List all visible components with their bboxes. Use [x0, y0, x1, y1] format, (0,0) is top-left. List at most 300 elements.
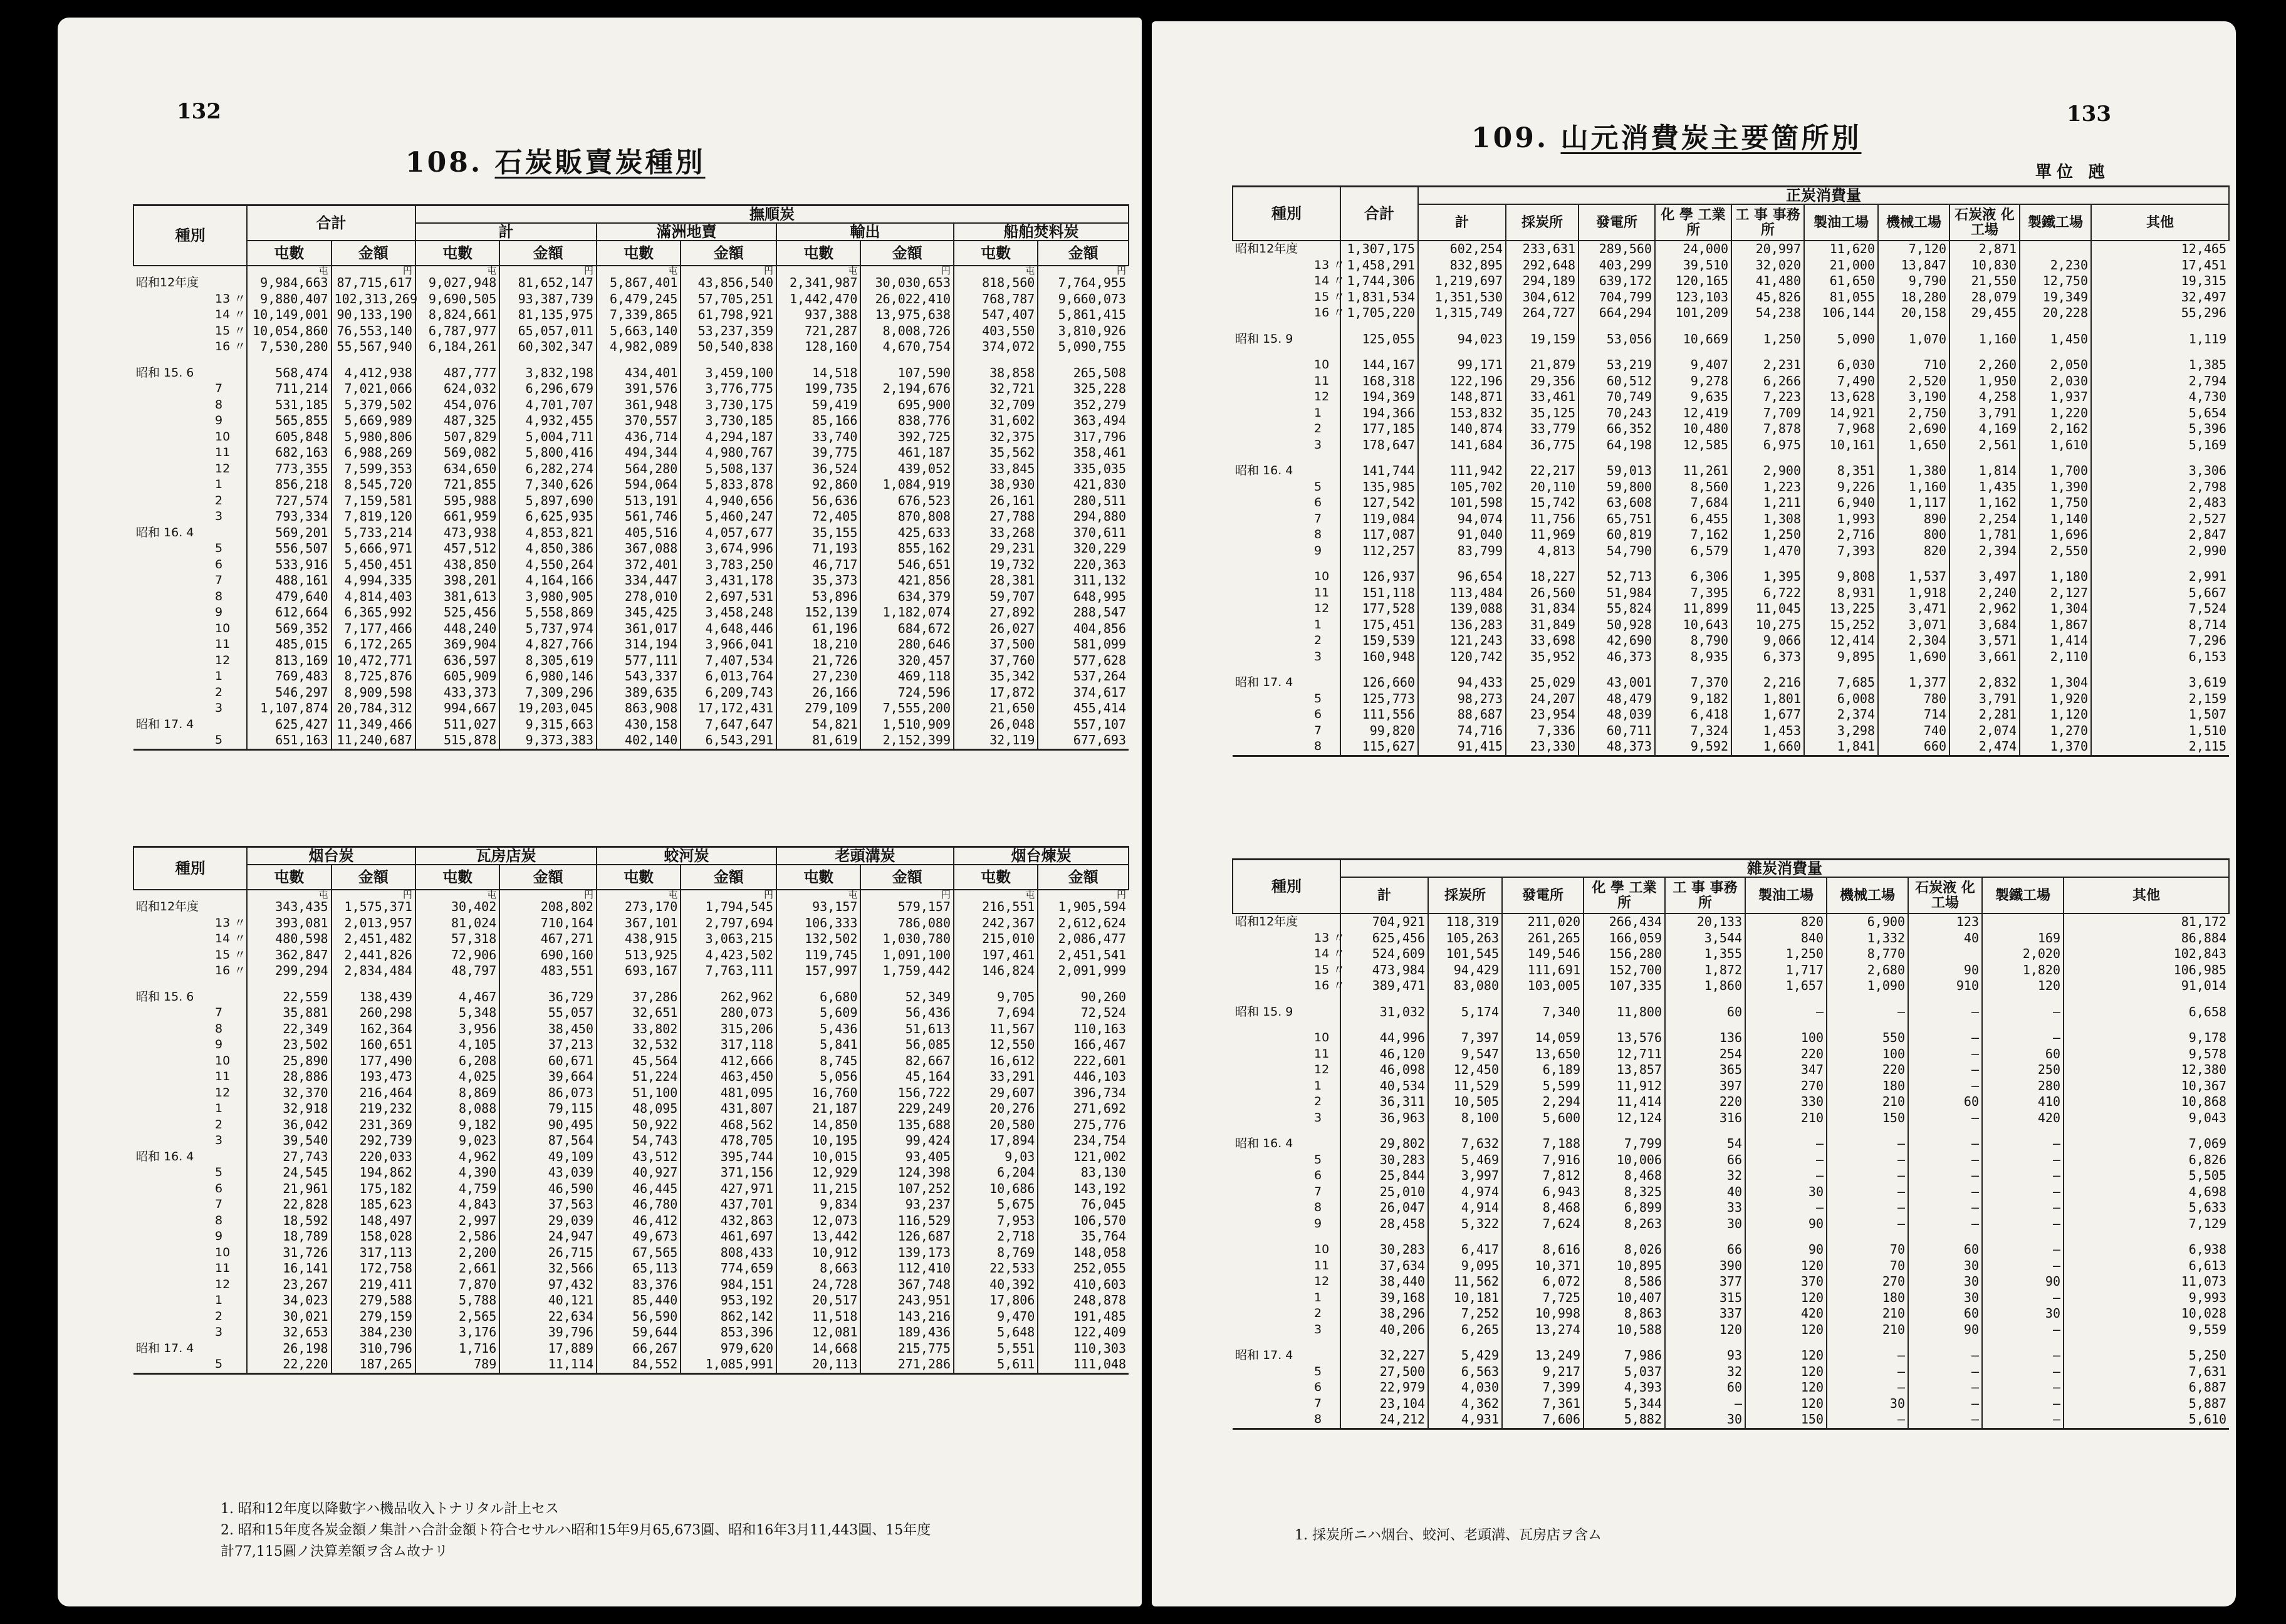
table-cell: 457,512 [415, 541, 499, 557]
table-cell: 711,214 [247, 381, 331, 397]
table-cell: 1,370 [2020, 739, 2091, 756]
table-cell: 381,613 [415, 589, 499, 605]
table-cell: 2,451,541 [1038, 947, 1129, 964]
table-cell: 9,592 [1655, 739, 1731, 756]
table-cell: 32,918 [247, 1101, 331, 1117]
table-cell: 26,022,410 [860, 291, 954, 308]
table-cell: 5,675 [954, 1197, 1038, 1213]
table-cell: 330 [1745, 1094, 1827, 1110]
row-label: 10 [215, 621, 231, 635]
table-cell: 12,750 [2020, 273, 2091, 289]
table-cell: 31,726 [247, 1245, 331, 1261]
table-cell: 39,796 [499, 1325, 597, 1341]
row-label: 16 〃 [215, 964, 246, 977]
table-row [133, 291, 1129, 308]
table-cell: 8,351 [1804, 463, 1878, 479]
table-cell: — [1908, 1136, 1982, 1152]
table-cell: 177,528 [1340, 601, 1418, 617]
table-cell: 605,848 [247, 429, 331, 445]
table-cell: 229,249 [860, 1101, 954, 1117]
table-cell: 7,069 [2064, 1136, 2229, 1152]
table-cell: 425,633 [860, 525, 954, 541]
table-cell: 12,585 [1655, 437, 1731, 454]
table-cell: 420 [1745, 1306, 1827, 1322]
table-cell: 28,381 [954, 573, 1038, 589]
table-cell: 1,070 [1878, 331, 1949, 348]
table-cell: 367,101 [597, 915, 681, 932]
table-row [1233, 479, 2229, 496]
table-cell: 7,393 [1804, 543, 1878, 560]
table-cell: 11,620 [1804, 241, 1878, 258]
table-cell: 36,775 [1506, 437, 1579, 454]
table-row [1233, 1020, 2229, 1030]
table-row [1233, 347, 2229, 357]
table-cell: 102,313,269 [331, 291, 415, 308]
table-cell: 222,601 [1038, 1053, 1129, 1070]
table-row [133, 339, 1129, 355]
table-cell: 2,216 [1731, 675, 1804, 691]
unit-mark: 円 [860, 266, 954, 275]
table-cell: 11,349,466 [331, 717, 415, 733]
unit-row [133, 266, 1129, 275]
table-cell: 1,223 [1731, 479, 1804, 496]
row-label: 11 [1314, 1046, 1330, 1061]
table-cell: 5,004,711 [499, 429, 597, 445]
table-cell: 25,844 [1340, 1168, 1428, 1184]
table-cell: 90 [1745, 1216, 1827, 1232]
table-cell: 6,826 [2064, 1152, 2229, 1169]
unit-mark: 円 [1038, 890, 1129, 899]
col-header: 屯數 [954, 241, 1038, 266]
table-cell: 5,037 [1584, 1364, 1665, 1380]
table-cell: 158,028 [331, 1229, 415, 1245]
table-cell: 86,073 [499, 1085, 597, 1101]
col-header: 金額 [681, 865, 776, 890]
table-row [1233, 617, 2229, 633]
table-cell: 39,540 [247, 1133, 331, 1149]
row-label: 1 [1314, 617, 1322, 632]
table-cell: 93,237 [860, 1197, 954, 1213]
table-cell: 10,998 [1502, 1306, 1584, 1322]
table-cell: 6,563 [1428, 1364, 1502, 1380]
row-label: 14 〃 [215, 308, 246, 321]
table-row [133, 461, 1129, 477]
table-cell: 35,952 [1506, 649, 1579, 665]
table-cell: 117,087 [1340, 527, 1418, 543]
table-cell: 123 [1908, 914, 1982, 930]
col-header: 屯數 [776, 865, 860, 890]
table-cell: 36,729 [499, 989, 597, 1006]
row-label: 8 [215, 589, 223, 603]
table-cell: 6,030 [1804, 357, 1878, 373]
table-cell: 20,133 [1665, 914, 1745, 930]
table-cell: 402,140 [597, 732, 681, 749]
table-cell: 569,082 [415, 445, 499, 461]
table-cell: 6,184,261 [415, 339, 499, 355]
col-header: 屯數 [597, 865, 681, 890]
table-cell: 20,997 [1731, 241, 1804, 258]
table-cell: 17,894 [954, 1133, 1038, 1149]
table-cell: 194,369 [1340, 389, 1418, 405]
table-cell: 18,789 [247, 1229, 331, 1245]
row-label: 16 〃 [215, 340, 246, 353]
table-cell: 45,564 [597, 1053, 681, 1070]
table-cell: 248,878 [1038, 1293, 1129, 1309]
table-cell: 8,824,661 [415, 307, 499, 323]
table-cell: 7,129 [2064, 1216, 2229, 1232]
row-label: 9 [1314, 1216, 1322, 1231]
table-cell: 9,066 [1731, 633, 1804, 649]
table-cell: 288,547 [1038, 605, 1129, 621]
table-cell: 5,788 [415, 1293, 499, 1309]
table-cell: 37,213 [499, 1037, 597, 1053]
table-cell: 8,663 [776, 1261, 860, 1277]
table-cell: 17,451 [2091, 258, 2229, 274]
table-cell: 6,209,743 [681, 685, 776, 701]
table-cell: 90,133,190 [331, 307, 415, 323]
table-cell: 438,850 [415, 557, 499, 573]
table-cell: 4,025 [415, 1069, 499, 1085]
table-cell: 169 [1982, 930, 2064, 947]
table-cell: 2,294 [1502, 1094, 1584, 1110]
table-cell: — [1827, 1200, 1908, 1216]
table-cell: 10,054,860 [247, 323, 331, 340]
table-cell: 612,664 [247, 605, 331, 621]
table-cell: 279,109 [776, 700, 860, 717]
table-cell: 634,650 [415, 461, 499, 477]
table-cell: 8,008,726 [860, 323, 954, 340]
table-cell: 126,937 [1340, 569, 1418, 585]
table-row [133, 605, 1129, 621]
table-cell: 46,120 [1340, 1046, 1428, 1063]
table-row [133, 621, 1129, 637]
row-label: 13 〃 [1314, 258, 1345, 272]
table-cell: 7,916 [1502, 1152, 1584, 1169]
table-cell: 21,726 [776, 653, 860, 669]
table-cell: 304,612 [1506, 289, 1579, 306]
table-cell: 127,542 [1340, 495, 1418, 511]
table-cell: 26,161 [954, 493, 1038, 509]
table-cell: 60 [1665, 1380, 1745, 1396]
table-cell: 5,867,401 [597, 275, 681, 291]
table-cell: 265,508 [1038, 365, 1129, 382]
row-label: 昭和 17. 4 [136, 1341, 194, 1355]
table-cell: 141,744 [1340, 463, 1418, 479]
table-cell: 211,020 [1502, 914, 1584, 930]
table-row [1233, 1152, 2229, 1169]
table-cell: — [1982, 1200, 2064, 1216]
table-cell: 162,364 [331, 1021, 415, 1038]
table-cell: 138,439 [331, 989, 415, 1006]
table-cell: 2,483 [2091, 495, 2229, 511]
table-cell: 5,250 [2064, 1348, 2229, 1364]
table-cell: 280,511 [1038, 493, 1129, 509]
group-header: 烟台煉炭 [954, 847, 1129, 865]
table-cell: — [1908, 1216, 1982, 1232]
table-cell: 14,668 [776, 1341, 860, 1357]
table-cell: 7,763,111 [681, 963, 776, 979]
table-cell: 5,663,140 [597, 323, 681, 340]
table-cell: 10,505 [1428, 1094, 1502, 1110]
row-label: 昭和12年度 [1233, 241, 1340, 258]
table-cell: 1,690 [1878, 649, 1949, 665]
table-cell: 19,315 [2091, 273, 2229, 289]
table-cell: 1,950 [1949, 373, 2020, 390]
table-cell: 53,056 [1579, 331, 1655, 348]
row-label: 12 [215, 1277, 231, 1291]
table-cell: 660 [1878, 739, 1949, 756]
table-cell: 446,103 [1038, 1069, 1129, 1085]
table-cell: 148,497 [331, 1213, 415, 1229]
table-cell: 890 [1878, 511, 1949, 528]
table-cell: 70,749 [1579, 389, 1655, 405]
table-cell: 24,728 [776, 1277, 860, 1293]
table-cell: 550 [1827, 1030, 1908, 1046]
table-cell: 101,545 [1428, 946, 1502, 962]
footnote: 1. 昭和12年度以降數字ハ機品收入トナリタル計上セス [221, 1501, 559, 1517]
table-cell: 7,223 [1731, 389, 1804, 405]
table-cell: 30 [1908, 1290, 1982, 1306]
table-cell: — [1982, 1216, 2064, 1232]
table-cell: 30,030,653 [860, 275, 954, 291]
table-cell: 91,415 [1418, 739, 1506, 756]
table-cell: 800 [1878, 527, 1949, 543]
table-cell: 374,617 [1038, 685, 1129, 701]
table-cell: 93,405 [860, 1149, 954, 1165]
table-cell: 57,705,251 [681, 291, 776, 308]
col-header-category: 種別 [1233, 860, 1340, 914]
table-cell: 199,735 [776, 381, 860, 397]
table-cell: 11,114 [499, 1356, 597, 1373]
table-cell: 22,349 [247, 1021, 331, 1038]
table-cell: 27,230 [776, 669, 860, 685]
table-cell: 30,283 [1340, 1242, 1428, 1258]
table-cell: 66 [1665, 1242, 1745, 1258]
table-cell: 280,646 [860, 637, 954, 653]
table-cell: 4,030 [1428, 1380, 1502, 1396]
table-row [133, 1005, 1129, 1021]
table-cell: 17,806 [954, 1293, 1038, 1309]
table-cell: 56,436 [860, 1005, 954, 1021]
table-row [1233, 978, 2229, 994]
table-cell: — [1982, 1168, 2064, 1184]
row-label: 7 [1314, 511, 1322, 526]
table-row [133, 477, 1129, 493]
table-cell: 1,211 [1731, 495, 1804, 511]
table-cell: 32 [1665, 1168, 1745, 1184]
table-cell: 6,306 [1655, 569, 1731, 585]
table-cell: 71,193 [776, 541, 860, 557]
table-row [1233, 601, 2229, 617]
table-cell: 7,340,626 [499, 477, 597, 493]
table-cell: 121,002 [1038, 1149, 1129, 1165]
table-row [133, 1181, 1129, 1197]
table-cell: 28,458 [1340, 1216, 1428, 1232]
table-cell: 7,188 [1502, 1136, 1584, 1152]
unit-mark: 円 [331, 266, 415, 275]
table-cell: 2,612,624 [1038, 915, 1129, 932]
table-row [1233, 511, 2229, 528]
table-cell: 1,781 [1949, 527, 2020, 543]
table-row [1233, 357, 2229, 373]
table-cell: 4,698 [2064, 1184, 2229, 1200]
table-cell: 12,450 [1428, 1062, 1502, 1078]
table-cell: 7,252 [1428, 1306, 1502, 1322]
table-cell: 361,017 [597, 621, 681, 637]
table-cell: 1,377 [1878, 675, 1949, 691]
table-row [1233, 739, 2229, 756]
table-cell: 684,672 [860, 621, 954, 637]
row-label: 昭和 17. 4 [136, 717, 194, 731]
table-cell: 1,537 [1878, 569, 1949, 585]
table-cell: 48,039 [1579, 707, 1655, 723]
table-cell: 111,942 [1418, 463, 1506, 479]
row-label: 6 [1314, 496, 1322, 509]
table-cell: 721,855 [415, 477, 499, 493]
table-cell: 9,559 [2064, 1322, 2229, 1338]
row-label: 10 [215, 1053, 231, 1068]
table-cell: 107,335 [1584, 978, 1665, 994]
table-cell: 6,479,245 [597, 291, 681, 308]
table-cell: 1,458,291 [1340, 258, 1418, 274]
table-cell: 54,743 [597, 1133, 681, 1149]
row-label: 16 〃 [1314, 979, 1345, 992]
table-cell: 21,879 [1506, 357, 1579, 373]
row-label: 15 〃 [215, 947, 246, 962]
table-cell: 2,194,676 [860, 381, 954, 397]
table-cell: 35,125 [1506, 405, 1579, 422]
table-cell: 81,172 [2064, 914, 2229, 930]
table-cell: 51,984 [1579, 585, 1655, 601]
row-label: 8 [215, 1021, 223, 1036]
table-row [1233, 1232, 2229, 1242]
table-cell: 2,162 [2020, 421, 2091, 437]
table-cell: 103,005 [1502, 978, 1584, 994]
table-cell: 38,930 [954, 477, 1038, 493]
table-cell: 32,721 [954, 381, 1038, 397]
table-cell: 243,951 [860, 1293, 954, 1309]
table-cell: 953,192 [681, 1293, 776, 1309]
table-cell: 17,872 [954, 685, 1038, 701]
table-cell: 487,777 [415, 365, 499, 382]
table-cell: 389,471 [1340, 978, 1428, 994]
table-cell: 8,714 [2091, 617, 2229, 633]
table-cell: 438,915 [597, 931, 681, 947]
table-cell: 1,860 [1665, 978, 1745, 994]
table-cell: 4,701,707 [499, 397, 597, 414]
col-header: 金額 [681, 241, 776, 266]
table-cell: 393,081 [247, 915, 331, 932]
table-cell: 210 [1827, 1306, 1908, 1322]
table-cell: 5,669,989 [331, 413, 415, 429]
table-row [133, 541, 1129, 557]
table-cell: 6,189 [1502, 1062, 1584, 1078]
table-cell: 5,654 [2091, 405, 2229, 422]
table-cell: 83,080 [1428, 978, 1502, 994]
table-row [133, 931, 1129, 947]
table-cell: 32,651 [597, 1005, 681, 1021]
table-cell: 2,050 [2020, 357, 2091, 373]
table-cell: 56,590 [597, 1309, 681, 1325]
table-cell: 30 [1665, 1412, 1745, 1429]
table-cell: 88,687 [1418, 707, 1506, 723]
group-header-total: 合計 [247, 206, 415, 241]
table-cell: 7,370 [1655, 675, 1731, 691]
table-cell: 979,620 [681, 1341, 776, 1357]
table-cell: 468,562 [681, 1117, 776, 1133]
table-cell: 427,971 [681, 1181, 776, 1197]
table-cell: 83,130 [1038, 1165, 1129, 1181]
table-cell: 2,832 [1949, 675, 2020, 691]
table-cell: 29,039 [499, 1213, 597, 1229]
table-cell: 11,261 [1655, 463, 1731, 479]
table-cell: 4,423,502 [681, 947, 776, 964]
table-cell: 1,395 [1731, 569, 1804, 585]
table-cell: 220 [1665, 1094, 1745, 1110]
table-cell: 148,058 [1038, 1245, 1129, 1261]
table-cell: 2,091,999 [1038, 963, 1129, 979]
table-cell: 11,045 [1731, 601, 1804, 617]
table-cell: 10,588 [1584, 1322, 1665, 1338]
table-row [1233, 914, 2229, 930]
table-cell: 4,390 [415, 1165, 499, 1181]
table-cell: 1,030,780 [860, 931, 954, 947]
row-label: 3 [1314, 1110, 1322, 1125]
table-cell: 60,512 [1579, 373, 1655, 390]
table-cell: 10,371 [1502, 1258, 1584, 1274]
table-cell: 543,337 [597, 669, 681, 685]
table-cell: 54,238 [1731, 305, 1804, 321]
table-cell: 3,776,775 [681, 381, 776, 397]
table-row [133, 1197, 1129, 1213]
table-cell: 177,490 [331, 1053, 415, 1070]
table-cell: 2,200 [415, 1245, 499, 1261]
table-row [1233, 633, 2229, 649]
row-label: 12 [1314, 1274, 1330, 1288]
table-cell: 294,880 [1038, 509, 1129, 525]
table-cell: 7,524 [2091, 601, 2229, 617]
table-cell: 367,088 [597, 541, 681, 557]
table-cell: 648,995 [1038, 589, 1129, 605]
table-cell: 22,533 [954, 1261, 1038, 1277]
left-page [58, 18, 1142, 1606]
row-label: 6 [215, 1181, 223, 1195]
table-cell: 4,412,938 [331, 365, 415, 382]
row-label: 1 [215, 1293, 223, 1307]
table-cell: 448,240 [415, 621, 499, 637]
table-cell: 2,304 [1878, 633, 1949, 649]
table-cell: 9,705 [954, 989, 1038, 1006]
table-row [133, 275, 1129, 291]
table-cell: 20,517 [776, 1293, 860, 1309]
table-cell: 6,625,935 [499, 509, 597, 525]
table-cell: 6,013,764 [681, 669, 776, 685]
table-row [1233, 691, 2229, 707]
table-cell: 372,401 [597, 557, 681, 573]
row-label: 9 [1314, 543, 1322, 558]
table-cell: 6,296,679 [499, 381, 597, 397]
table-row [1233, 994, 2229, 1004]
unit-mark: 屯 [776, 266, 860, 275]
table-cell: 8,545,720 [331, 477, 415, 493]
table-cell: 8,935 [1655, 649, 1731, 665]
table-cell: 10,895 [1584, 1258, 1665, 1274]
col-header: 製油工場 [1745, 877, 1827, 914]
table-cell: 7,177,466 [331, 621, 415, 637]
table-row [133, 557, 1129, 573]
table-cell: 33,291 [954, 1069, 1038, 1085]
table-cell: 32,119 [954, 732, 1038, 749]
